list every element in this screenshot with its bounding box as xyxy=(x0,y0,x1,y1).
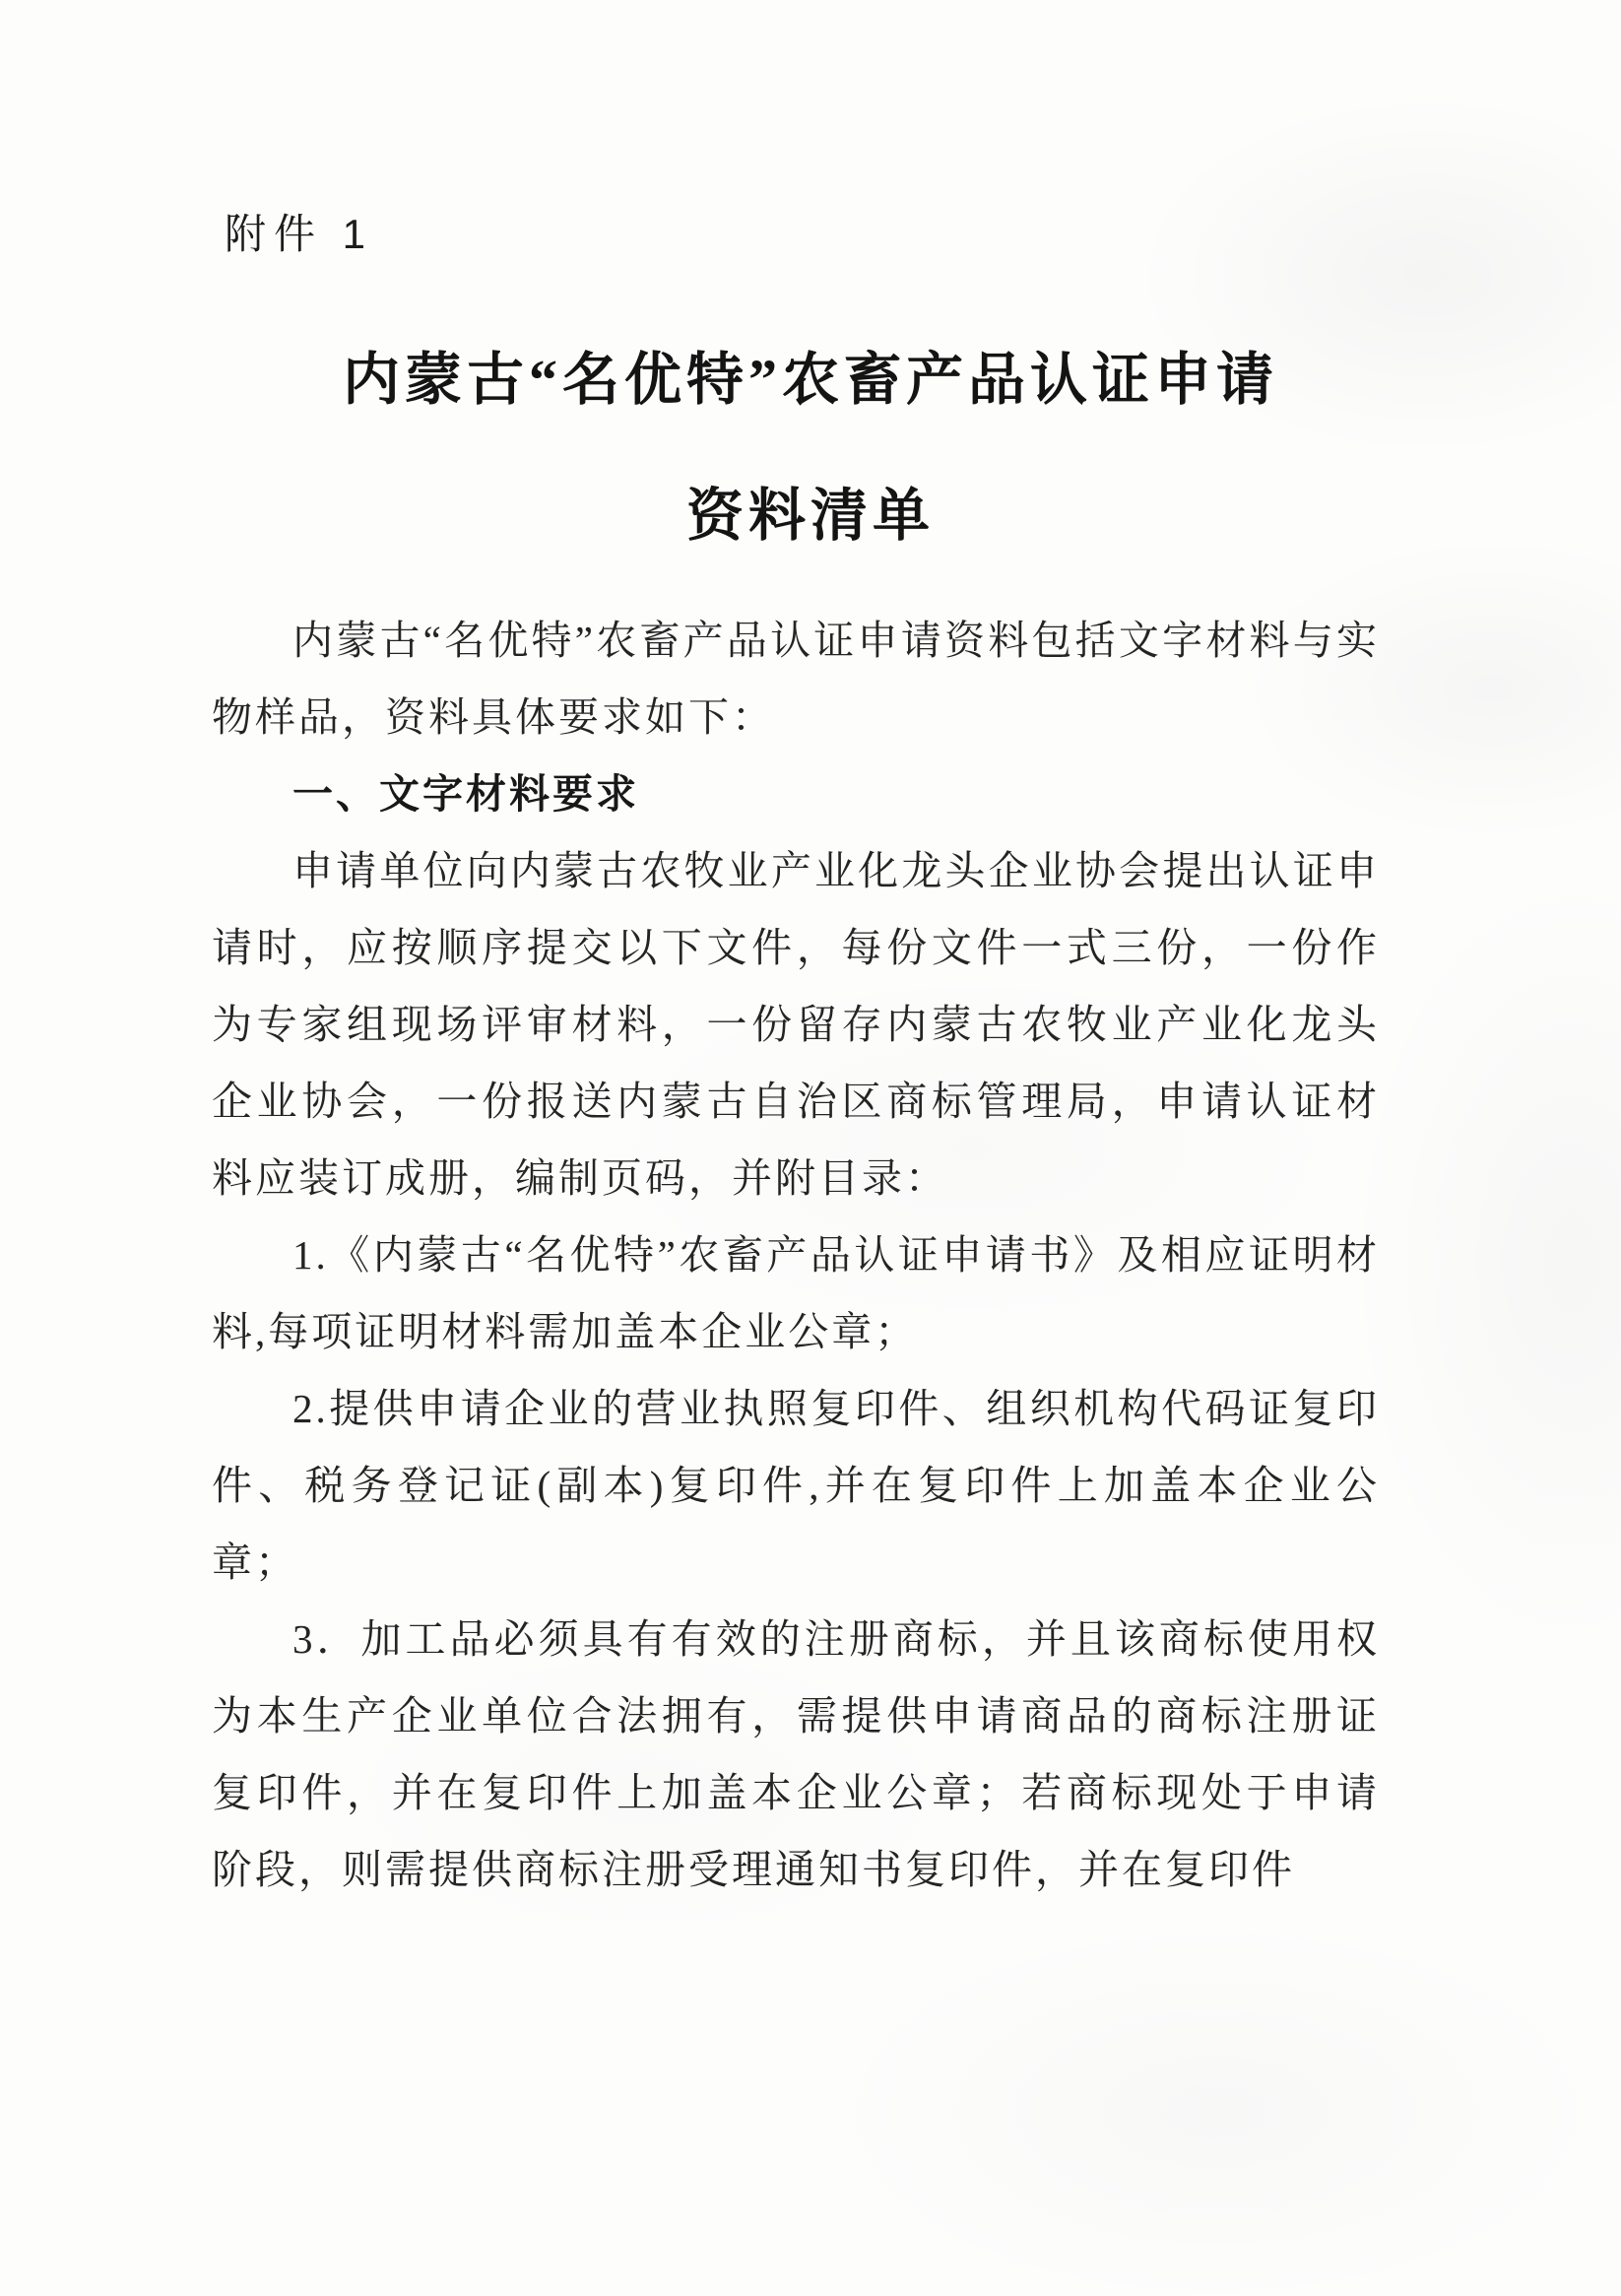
document-title-line2: 资料清单 xyxy=(685,484,935,548)
requirement-item-3: 3．加工品必须具有有效的注册商标，并且该商标使用权为本生产企业单位合法拥有，需提供申请商品的商标注册证复印件，并在复印件上加盖本企业公章；若商标现处于申请阶段，则需提供商标注册受理通知书复印件，并在复印件 xyxy=(212,1616,1380,1892)
section-one-heading: 一、文字材料要求 xyxy=(292,771,639,817)
document-title-line1: 内蒙古“名优特”农畜产品认证申请 xyxy=(342,348,1278,412)
section-one-intro-paragraph: 申请单位向内蒙古农牧业产业化龙头企业协会提出认证申请时，应按顺序提交以下文件，每份文件一式三份，一份作为专家组现场评审材料，一份留存内蒙古农牧业产业化龙头企业协会，一份报送内蒙古自治区商标管理局，申请认证材料应装订成册，编制页码，并附目录： xyxy=(212,848,1380,1201)
requirement-item-1: 1.《内蒙古“名优特”农畜产品认证申请书》及相应证明材料,每项证明材料需加盖本企业公章； xyxy=(212,1232,1380,1354)
intro-paragraph: 内蒙古“名优特”农畜产品认证申请资料包括文字材料与实物样品，资料具体要求如下： xyxy=(212,618,1380,740)
attachment-label: 附件 1 xyxy=(225,211,374,257)
document-body xyxy=(212,602,1380,1908)
document-title xyxy=(0,312,1621,584)
requirement-item-2: 2.提供申请企业的营业执照复印件、组织机构代码证复印件、税务登记证(副本)复印件,并在复印件上加盖本企业公章； xyxy=(212,1386,1380,1585)
